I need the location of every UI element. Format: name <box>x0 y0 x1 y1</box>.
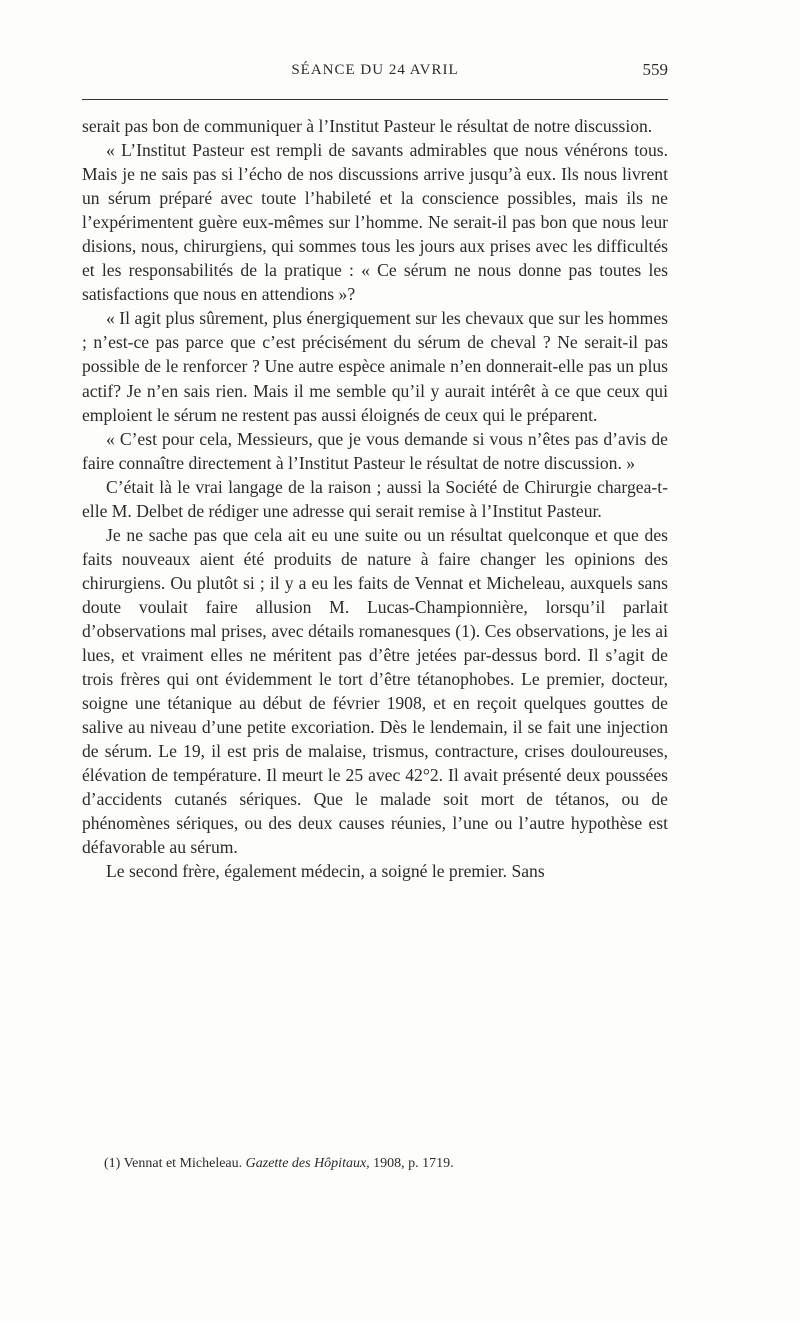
footnote-authors: Vennat et Micheleau. <box>123 1156 243 1171</box>
paragraph-quote-messieurs: « C’est pour cela, Messieurs, que je vous demande si vous n’êtes pas d’avis de faire connaître directement à l’Institut Pasteur le résultat de notre discussion. » <box>82 428 668 473</box>
paragraph-quote-institut: « L’Institut Pasteur est rempli de savants admirables que nous vénérons tous. Mais je ne sais pas si l’écho de nos discussions arrive jusqu’à eux. Ils nous livrent un sérum préparé avec toute l’habileté et la conscience possibles, mais ils ne l’expérimentent guère eux-mêmes sur l’homme. Ne serait-il pas bon que nous leur disions, nous, chirurgiens, qui sommes tous les jours aux prises avec les difficultés et les responsabilités de la pratique : « Ce sérum ne nous donne pas toutes les satisfactions que nous en attendions »? <box>82 140 668 305</box>
header-rule <box>82 99 668 100</box>
paragraph-second-frere: Le second frère, également médecin, a soigné le premier. Sans <box>106 861 545 882</box>
footnote-citation: 1908, p. 1719. <box>373 1156 454 1171</box>
footnote-journal: Gazette des Hôpitaux, <box>245 1156 370 1171</box>
paragraph-quote-chevaux: « Il agit plus sûrement, plus énergiquement sur les chevaux que sur les hommes ; n’est-ce pas parce que c’est précisément du sérum de cheval ? Ne serait-il pas possible de le renforcer ? Une autre espèce animale n’en donnerait-elle pas un plus actif? Je n’en sais rien. Mais il me semble qu’il y aurait intérêt à ce que ceux qui emploient le sérum ne restent pas aussi éloignés de ceux qui le préparent. <box>82 308 668 425</box>
page-number: 559 <box>642 60 668 79</box>
paragraph-observations: Je ne sache pas que cela ait eu une suite ou un résultat quelconque et que des faits nouveaux aient été produits de nature à faire changer les opinions des chirurgiens. Ou plutôt si ; il y a eu les faits de Vennat et Micheleau, auxquels sans doute voulait faire allusion M. Lucas-Championnière, lorsqu’il parlait d’observations mal prises, avec détails romanesques (1). Ces observations, je les ai lues, et vraiment elles ne méritent pas d’être jetées par-dessus bord. Il s’agit de trois frères qui ont évidemment le tort d’être tétanophobes. Le premier, docteur, soigne une tétanique au début de février 1908, et en reçoit quelques gouttes de salive au niveau d’une petite excoriation. Dès le lendemain, il se fait une injection de sérum. Le 19, il est pris de malaise, trismus, contracture, crises douloureuses, élévation de température. Il meurt le 25 avec 42°2. Il avait présenté deux poussées d’accidents cutanés sériques. Que le malade soit mort de tétanos, ou de phénomènes sériques, ou des deux causes réunies, l’une ou l’autre hypothèse est défavorable au sérum. <box>82 524 668 858</box>
running-head <box>82 60 668 86</box>
footnote-marker: (1) <box>104 1156 121 1171</box>
paragraph-societe: C’était là le vrai langage de la raison ; aussi la Société de Chirurgie chargea-t-elle M. Delbet de rédiger une adresse qui serait remise à l’Institut Pasteur. <box>82 476 668 521</box>
body-text <box>82 114 668 884</box>
paragraph-continuation: serait pas bon de communiquer à l’Institut Pasteur le résultat de notre discussion. <box>82 116 653 136</box>
running-title: SÉANCE DU 24 AVRIL <box>291 62 459 78</box>
footnote <box>104 1155 664 1173</box>
